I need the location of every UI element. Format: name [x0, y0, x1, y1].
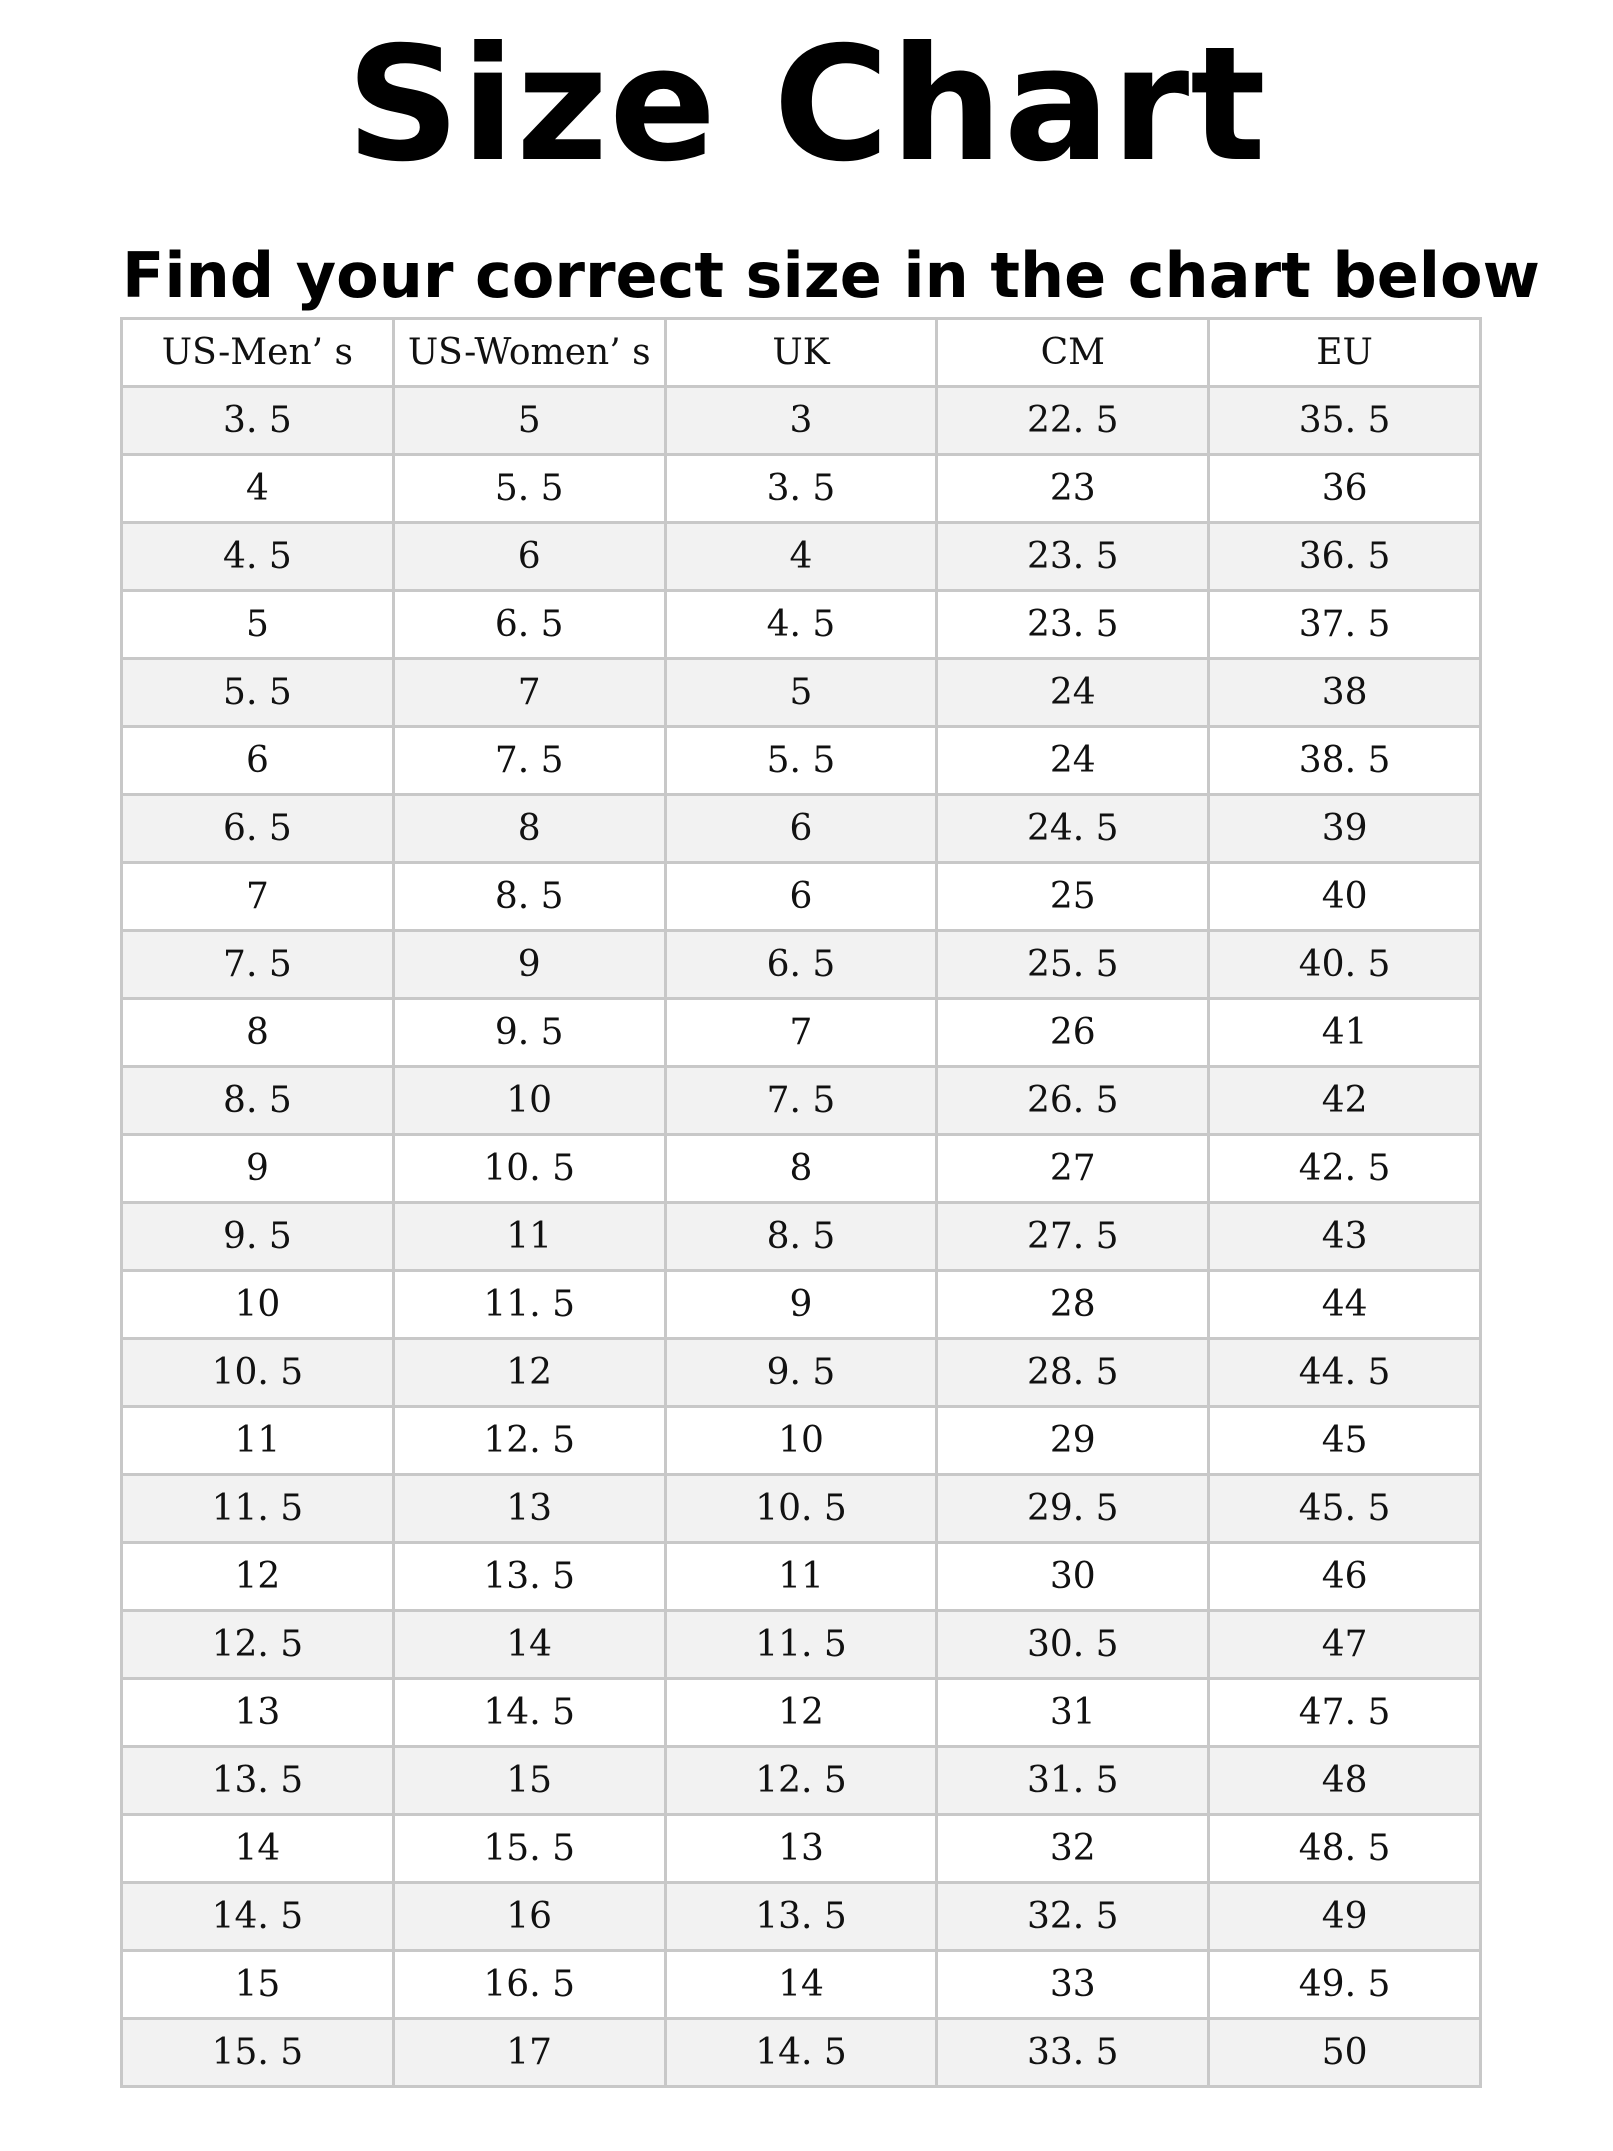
table-cell-us-womens: 9. 5	[393, 999, 665, 1067]
table-cell-eu: 46	[1209, 1543, 1481, 1611]
table-row	[122, 1203, 1481, 1271]
table-cell-us-mens: 4	[122, 455, 394, 523]
table-cell-eu: 50	[1209, 2019, 1481, 2087]
table-cell-uk: 14. 5	[665, 2019, 937, 2087]
table-cell-cm: 32. 5	[937, 1883, 1209, 1951]
table-cell-eu: 47	[1209, 1611, 1481, 1679]
table-cell-cm: 22. 5	[937, 387, 1209, 455]
table-row	[122, 1339, 1481, 1407]
table-cell-cm: 23. 5	[937, 523, 1209, 591]
table-cell-us-mens: 8. 5	[122, 1067, 394, 1135]
column-header-us-mens: US-Men’ s	[122, 319, 394, 387]
table-cell-us-womens: 5	[393, 387, 665, 455]
table-cell-eu: 41	[1209, 999, 1481, 1067]
table-row	[122, 2019, 1481, 2087]
table-cell-cm: 23	[937, 455, 1209, 523]
table-cell-us-womens: 15	[393, 1747, 665, 1815]
table-cell-eu: 40. 5	[1209, 931, 1481, 999]
table-cell-eu: 47. 5	[1209, 1679, 1481, 1747]
table-cell-eu: 48	[1209, 1747, 1481, 1815]
table-cell-us-womens: 14	[393, 1611, 665, 1679]
table-cell-cm: 33. 5	[937, 2019, 1209, 2087]
table-cell-eu: 44	[1209, 1271, 1481, 1339]
table-cell-eu: 36	[1209, 455, 1481, 523]
table-row	[122, 1135, 1481, 1203]
table-cell-eu: 45	[1209, 1407, 1481, 1475]
table-cell-us-womens: 12	[393, 1339, 665, 1407]
table-cell-us-womens: 10. 5	[393, 1135, 665, 1203]
table-cell-us-mens: 7. 5	[122, 931, 394, 999]
table-cell-uk: 12. 5	[665, 1747, 937, 1815]
table-cell-us-mens: 10. 5	[122, 1339, 394, 1407]
size-chart-table-container	[120, 317, 1482, 2151]
table-cell-eu: 45. 5	[1209, 1475, 1481, 1543]
table-cell-eu: 35. 5	[1209, 387, 1481, 455]
table-cell-us-womens: 15. 5	[393, 1815, 665, 1883]
table-row	[122, 659, 1481, 727]
table-cell-uk: 4	[665, 523, 937, 591]
table-row	[122, 1815, 1481, 1883]
table-cell-us-mens: 12	[122, 1543, 394, 1611]
table-cell-uk: 13	[665, 1815, 937, 1883]
table-cell-us-womens: 8. 5	[393, 863, 665, 931]
table-row	[122, 1067, 1481, 1135]
table-cell-cm: 27. 5	[937, 1203, 1209, 1271]
table-cell-us-mens: 4. 5	[122, 523, 394, 591]
table-cell-cm: 23. 5	[937, 591, 1209, 659]
table-row	[122, 1475, 1481, 1543]
table-row	[122, 523, 1481, 591]
table-cell-uk: 7. 5	[665, 1067, 937, 1135]
table-cell-uk: 7	[665, 999, 937, 1067]
table-row	[122, 1883, 1481, 1951]
table-cell-us-mens: 7	[122, 863, 394, 931]
table-cell-us-mens: 10	[122, 1271, 394, 1339]
table-cell-uk: 3	[665, 387, 937, 455]
table-cell-us-womens: 8	[393, 795, 665, 863]
table-cell-us-mens: 6	[122, 727, 394, 795]
table-cell-cm: 29	[937, 1407, 1209, 1475]
table-row	[122, 387, 1481, 455]
table-cell-us-womens: 9	[393, 931, 665, 999]
table-cell-uk: 9	[665, 1271, 937, 1339]
table-cell-us-mens: 14. 5	[122, 1883, 394, 1951]
table-cell-uk: 3. 5	[665, 455, 937, 523]
table-cell-uk: 6	[665, 795, 937, 863]
table-row	[122, 1543, 1481, 1611]
column-header-us-womens: US-Women’ s	[393, 319, 665, 387]
table-cell-us-mens: 5. 5	[122, 659, 394, 727]
table-cell-eu: 38	[1209, 659, 1481, 727]
table-row	[122, 455, 1481, 523]
table-row	[122, 1271, 1481, 1339]
table-row	[122, 795, 1481, 863]
table-cell-us-mens: 5	[122, 591, 394, 659]
table-row	[122, 931, 1481, 999]
table-cell-uk: 13. 5	[665, 1883, 937, 1951]
table-cell-us-mens: 14	[122, 1815, 394, 1883]
table-cell-cm: 27	[937, 1135, 1209, 1203]
table-cell-uk: 11. 5	[665, 1611, 937, 1679]
table-cell-us-womens: 6. 5	[393, 591, 665, 659]
table-cell-uk: 8. 5	[665, 1203, 937, 1271]
table-cell-cm: 26	[937, 999, 1209, 1067]
table-cell-eu: 39	[1209, 795, 1481, 863]
table-cell-us-womens: 6	[393, 523, 665, 591]
table-cell-uk: 11	[665, 1543, 937, 1611]
table-cell-us-womens: 7	[393, 659, 665, 727]
table-cell-cm: 28. 5	[937, 1339, 1209, 1407]
size-chart-table-body	[122, 319, 1481, 2087]
column-header-eu: EU	[1209, 319, 1481, 387]
table-cell-us-mens: 13. 5	[122, 1747, 394, 1815]
table-cell-us-mens: 8	[122, 999, 394, 1067]
table-cell-uk: 10	[665, 1407, 937, 1475]
table-cell-us-mens: 9	[122, 1135, 394, 1203]
table-cell-eu: 49	[1209, 1883, 1481, 1951]
table-cell-eu: 40	[1209, 863, 1481, 931]
table-cell-uk: 6. 5	[665, 931, 937, 999]
table-row	[122, 1747, 1481, 1815]
table-cell-uk: 9. 5	[665, 1339, 937, 1407]
table-row	[122, 863, 1481, 931]
table-cell-uk: 14	[665, 1951, 937, 2019]
table-cell-us-mens: 12. 5	[122, 1611, 394, 1679]
table-row	[122, 1611, 1481, 1679]
table-cell-eu: 42. 5	[1209, 1135, 1481, 1203]
table-cell-cm: 24. 5	[937, 795, 1209, 863]
table-cell-uk: 5	[665, 659, 937, 727]
table-cell-us-mens: 6. 5	[122, 795, 394, 863]
table-cell-cm: 24	[937, 659, 1209, 727]
table-cell-eu: 36. 5	[1209, 523, 1481, 591]
table-cell-cm: 25. 5	[937, 931, 1209, 999]
table-cell-us-womens: 14. 5	[393, 1679, 665, 1747]
table-cell-us-womens: 13. 5	[393, 1543, 665, 1611]
table-cell-eu: 38. 5	[1209, 727, 1481, 795]
table-cell-us-womens: 16. 5	[393, 1951, 665, 2019]
table-cell-uk: 10. 5	[665, 1475, 937, 1543]
table-cell-uk: 6	[665, 863, 937, 931]
table-cell-eu: 37. 5	[1209, 591, 1481, 659]
table-cell-uk: 5. 5	[665, 727, 937, 795]
table-cell-cm: 29. 5	[937, 1475, 1209, 1543]
table-cell-cm: 31. 5	[937, 1747, 1209, 1815]
table-cell-us-mens: 9. 5	[122, 1203, 394, 1271]
table-cell-us-womens: 16	[393, 1883, 665, 1951]
table-cell-cm: 32	[937, 1815, 1209, 1883]
table-cell-us-mens: 11. 5	[122, 1475, 394, 1543]
table-cell-cm: 30. 5	[937, 1611, 1209, 1679]
table-cell-us-mens: 15. 5	[122, 2019, 394, 2087]
table-cell-us-mens: 3. 5	[122, 387, 394, 455]
table-cell-cm: 33	[937, 1951, 1209, 2019]
table-cell-us-womens: 11. 5	[393, 1271, 665, 1339]
table-cell-eu: 49. 5	[1209, 1951, 1481, 2019]
table-cell-cm: 28	[937, 1271, 1209, 1339]
table-cell-us-womens: 7. 5	[393, 727, 665, 795]
table-row	[122, 591, 1481, 659]
table-cell-eu: 43	[1209, 1203, 1481, 1271]
column-header-cm: CM	[937, 319, 1209, 387]
table-cell-cm: 31	[937, 1679, 1209, 1747]
table-cell-us-mens: 13	[122, 1679, 394, 1747]
table-header-row	[122, 319, 1481, 387]
column-header-uk: UK	[665, 319, 937, 387]
table-cell-uk: 4. 5	[665, 591, 937, 659]
page-subtitle: Find your correct size in the chart below	[122, 239, 1540, 312]
table-row	[122, 1679, 1481, 1747]
table-cell-cm: 30	[937, 1543, 1209, 1611]
table-cell-us-mens: 15	[122, 1951, 394, 2019]
table-cell-cm: 24	[937, 727, 1209, 795]
table-row	[122, 1407, 1481, 1475]
table-row	[122, 1951, 1481, 2019]
table-cell-us-womens: 12. 5	[393, 1407, 665, 1475]
table-cell-us-mens: 11	[122, 1407, 394, 1475]
table-cell-us-womens: 17	[393, 2019, 665, 2087]
table-row	[122, 999, 1481, 1067]
table-cell-eu: 48. 5	[1209, 1815, 1481, 1883]
table-cell-uk: 8	[665, 1135, 937, 1203]
table-cell-uk: 12	[665, 1679, 937, 1747]
table-cell-us-womens: 13	[393, 1475, 665, 1543]
table-cell-us-womens: 11	[393, 1203, 665, 1271]
table-cell-eu: 42	[1209, 1067, 1481, 1135]
table-cell-us-womens: 10	[393, 1067, 665, 1135]
table-row	[122, 727, 1481, 795]
size-chart-table	[120, 317, 1482, 2088]
table-cell-eu: 44. 5	[1209, 1339, 1481, 1407]
table-cell-cm: 26. 5	[937, 1067, 1209, 1135]
table-cell-us-womens: 5. 5	[393, 455, 665, 523]
page-title: Size Chart	[346, 13, 1267, 197]
table-cell-cm: 25	[937, 863, 1209, 931]
